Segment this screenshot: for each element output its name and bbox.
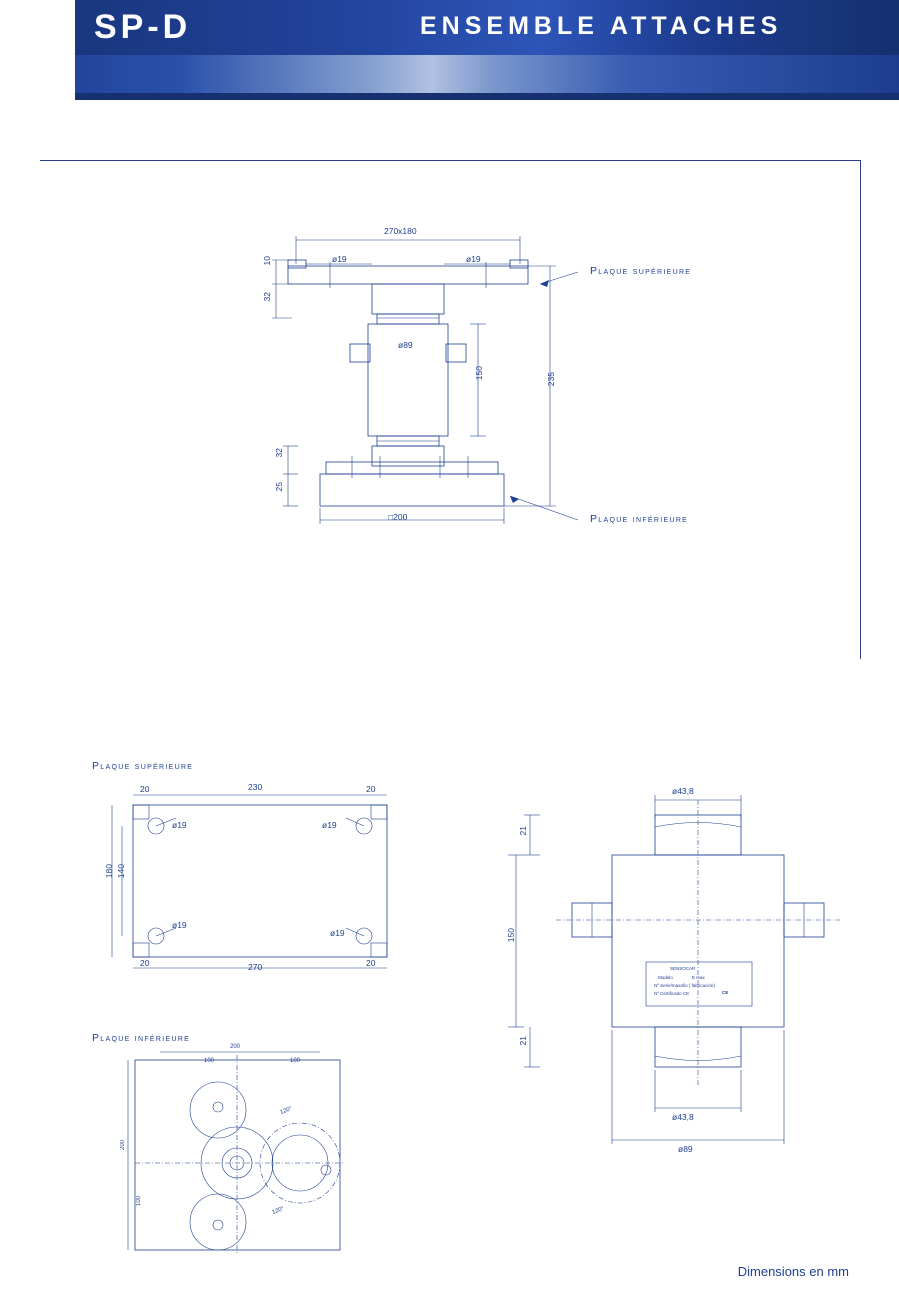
ce-mark-icon: CE — [722, 990, 729, 995]
dim-edge-left-top: 20 — [140, 784, 150, 794]
dim-hole-br: ø19 — [330, 928, 345, 938]
nameplate-brand: SENSOCAR — [670, 966, 696, 971]
dim-hole-right: ø19 — [466, 254, 481, 264]
dim-cell-top-dia: ø43,8 — [672, 786, 694, 796]
dim-bp-half-left: 100 — [204, 1058, 215, 1064]
dim-top-thickness: 10 — [262, 256, 272, 266]
dim-bp-total-width: 200 — [230, 1044, 241, 1050]
label-plaque-inferieure: Plaque inférieure — [590, 513, 689, 525]
dim-inner-height: 140 — [116, 864, 126, 879]
dim-bp-half-height: 100 — [136, 1196, 142, 1207]
dim-edge-right-top: 20 — [366, 784, 376, 794]
title-plaque-inferieure: Plaque inférieure — [92, 1032, 191, 1044]
dim-outer-width: 270 — [248, 962, 263, 972]
dim-inner-width: 230 — [248, 782, 263, 792]
title-plaque-superieure: Plaque supérieure — [92, 760, 194, 772]
dim-cell-dia: ø89 — [398, 340, 413, 350]
dim-cell-body-height: 150 — [506, 928, 516, 943]
footer-note: Dimensions en mm — [737, 1264, 849, 1279]
dim-bp-half-right: 100 — [290, 1058, 301, 1064]
dim-bp-total-height: 200 — [120, 1140, 126, 1151]
dim-cell-height: 150 — [474, 366, 484, 381]
label-plaque-superieure: Plaque supérieure — [590, 265, 692, 277]
dim-bp-angle-2: 120° — [271, 1206, 286, 1216]
dim-bp-angle-1: 120° — [279, 1106, 294, 1116]
nameplate — [648, 964, 750, 1004]
dim-cell-bottom-dia: ø43,8 — [672, 1112, 694, 1122]
dim-base-plate: □200 — [388, 512, 408, 522]
dim-hole-bl: ø19 — [172, 920, 187, 930]
dim-cell-body-dia: ø89 — [678, 1144, 693, 1154]
dim-base-thickness: 25 — [274, 482, 284, 492]
dim-hole-tr: ø19 — [322, 820, 337, 830]
nameplate-line3: Nº Certificado CE — [654, 991, 690, 996]
dim-hole-left: ø19 — [332, 254, 347, 264]
dim-total-height: 235 — [546, 372, 556, 387]
dim-hole-tl: ø19 — [172, 820, 187, 830]
dim-plate-width: 270x180 — [384, 226, 417, 236]
nameplate-line1: Modelo — [658, 975, 673, 980]
dim-cell-bottom-height: 21 — [518, 1036, 528, 1046]
dim-outer-height: 180 — [104, 864, 114, 879]
nameplate-line2: Nº Serie/maxafio ( fabricación) — [654, 983, 715, 988]
dim-edge-right-bottom: 20 — [366, 958, 376, 968]
nameplate-line1b: E max — [692, 975, 705, 980]
dim-gap-bottom: 32 — [274, 448, 284, 458]
product-code: SP-D — [94, 8, 192, 46]
page-title: ENSEMBLE ATTACHES — [420, 12, 783, 40]
dim-gap-top: 32 — [262, 292, 272, 302]
dim-cell-top-height: 21 — [518, 826, 528, 836]
dim-edge-left-bottom: 20 — [140, 958, 150, 968]
